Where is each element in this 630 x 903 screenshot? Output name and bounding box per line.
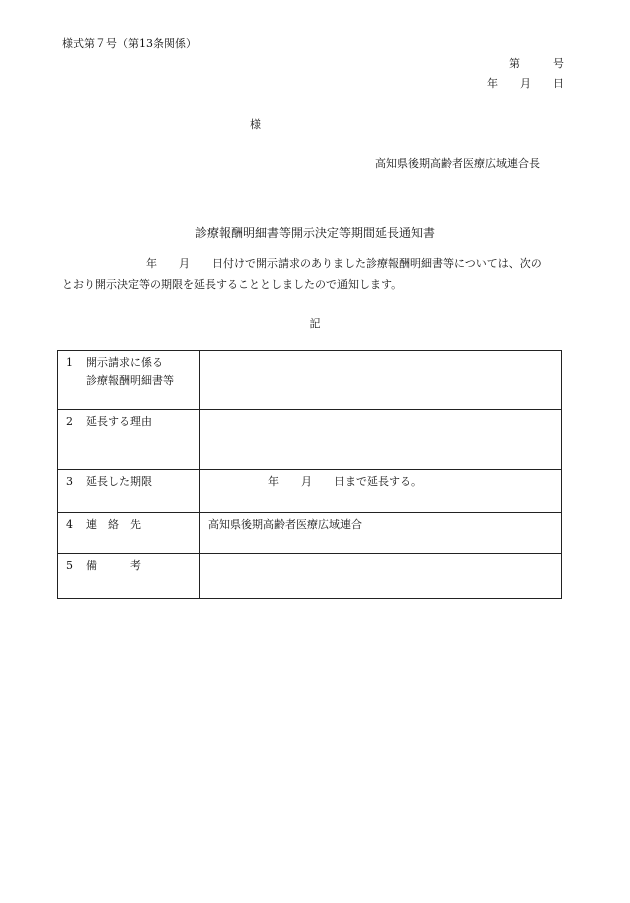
table-row (58, 410, 562, 470)
extension-text: 年 月 日まで延長する。 (268, 475, 422, 488)
row-label-text: 開示請求に係る (86, 356, 163, 369)
body-line-1: 年 月 日付けで開示請求のありました診療報酬明細書等については、次の (146, 257, 542, 270)
document-number: 第 号 (509, 57, 564, 70)
row-value (200, 410, 562, 470)
table-row (58, 351, 562, 410)
row-label-text: 延長した期限 (86, 475, 152, 488)
addressee: 様 (250, 118, 261, 131)
row-label (58, 554, 200, 599)
row-label-text: 備 考 (86, 559, 141, 572)
ki-heading: 記 (309, 317, 321, 330)
row-label-text: 連 絡 先 (86, 518, 141, 531)
body-text (62, 253, 568, 295)
row-label (58, 513, 200, 554)
table-row (58, 554, 562, 599)
row-label (58, 470, 200, 513)
row-number: 2 (66, 415, 73, 428)
row-label (58, 351, 200, 410)
details-table (57, 350, 562, 599)
row-number: 5 (66, 559, 73, 572)
form-number: 様式第７号（第13条関係） (62, 37, 197, 50)
document-date: 年 月 日 (487, 77, 564, 90)
row-value: 高知県後期高齢者医療広域連合 (200, 513, 562, 554)
row-number: 1 (66, 356, 73, 369)
row-number: 4 (66, 518, 73, 531)
sender: 高知県後期高齢者医療広域連合長 (375, 157, 540, 170)
body-line-2: とおり開示決定等の期限を延長することとしましたので通知します。 (62, 278, 403, 291)
table-row (58, 513, 562, 554)
row-label-text: 延長する理由 (86, 415, 152, 428)
row-number: 3 (66, 475, 73, 488)
document-title: 診療報酬明細書等開示決定等期間延長通知書 (194, 226, 435, 240)
row-label (58, 410, 200, 470)
row-value (200, 351, 562, 410)
row-label-text-2: 診療報酬明細書等 (86, 374, 174, 387)
row-value (200, 470, 562, 513)
row-value (200, 554, 562, 599)
table-row (58, 470, 562, 513)
